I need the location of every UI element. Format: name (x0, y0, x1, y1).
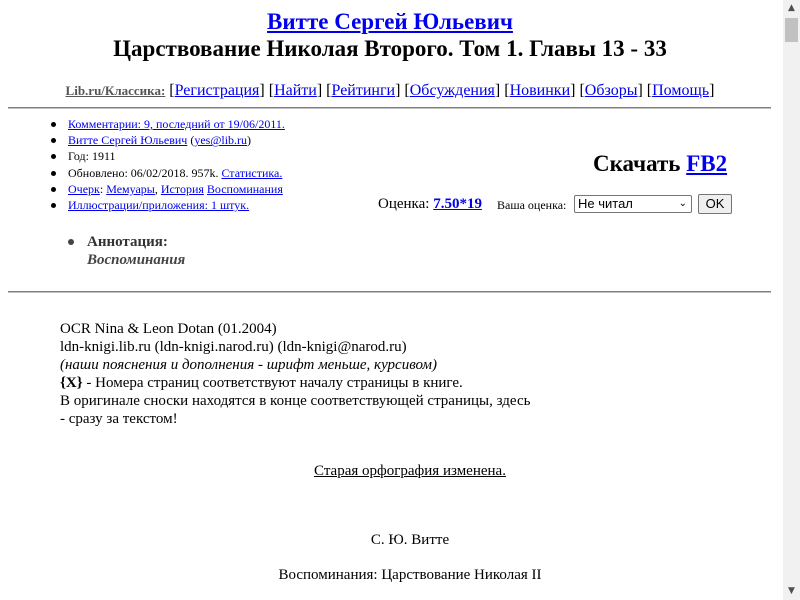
memoirs-heading: Воспоминания: Царствование Николая II (278, 567, 542, 583)
list-item-year: Год: 1911 (68, 148, 285, 164)
stats-link[interactable]: Статистика. (221, 165, 283, 180)
nav-reviews[interactable]: Обзоры (584, 82, 638, 99)
nav-search[interactable]: Найти (274, 82, 317, 99)
category-recollections-link[interactable]: Воспоминания (206, 181, 283, 196)
annotation (87, 233, 185, 269)
list-item-updated (68, 165, 285, 181)
download-label: Скачать (593, 151, 681, 176)
annotation-label: Аннотация: (87, 234, 168, 250)
ocr-credit: OCR Nina & Leon Dotan (01.2004) (60, 321, 277, 337)
category-history-link[interactable]: История (160, 181, 204, 196)
nav-help[interactable]: Помощь (652, 82, 710, 99)
author-heading (0, 8, 780, 36)
nav-ratings[interactable]: Рейтинги (331, 82, 396, 99)
pages-line (60, 374, 530, 392)
annotation-text: Воспоминания (87, 252, 186, 268)
list-item-author: Витте Сергей Юльевич (yes@lib.ru) (68, 132, 285, 148)
site-name (66, 83, 166, 98)
vertical-scrollbar[interactable] (783, 0, 800, 600)
ok-button[interactable]: OK (698, 194, 732, 214)
download-block (593, 150, 727, 178)
divider-bottom (8, 291, 771, 293)
download-fb2-link[interactable]: FB2 (686, 151, 728, 176)
nav-register[interactable]: Регистрация (174, 82, 260, 99)
author-info-link[interactable]: Витте Сергей Юльевич (68, 133, 188, 148)
orthography-text: Старая орфография изменена. (314, 463, 506, 479)
chevron-down-icon: ⌄ (678, 198, 687, 209)
rating-summary (378, 196, 482, 213)
updated-text: Обновлено: 06/02/2018. 957k. (68, 165, 219, 180)
author-link[interactable]: Витте Сергей Юльевич (267, 9, 513, 34)
divider-top (8, 107, 771, 109)
your-rating-label: Ваша оценка: (497, 198, 567, 212)
page-marker: {X} (60, 375, 83, 391)
pages-text: - Номера страниц соответствуют началу страницы в книге. (82, 375, 463, 391)
note-line: (наши пояснения и дополнения - шрифт меньше, курсивом) (60, 357, 437, 373)
email-link[interactable]: yes@lib.ru (194, 133, 248, 148)
book-info-list (68, 116, 285, 213)
orthography-note (0, 462, 780, 480)
comments-link[interactable]: Комментарии: 9, последний от 19/06/2011. (68, 117, 285, 131)
list-item-illustrations (68, 197, 285, 213)
top-navigation: Lib.ru/Классика: [Регистрация] [Найти] [Рейтинги] [Обсуждения] [Новинки] [Обзоры] [Помощь] (65, 82, 715, 99)
your-rating-selected: Не читал (578, 196, 633, 211)
nav-discussions[interactable]: Обсуждения (409, 82, 495, 99)
rating-value-link[interactable]: 7.50*19 (433, 196, 482, 212)
author-initials: С. Ю. Витте (370, 532, 450, 548)
genre-link[interactable]: Очерк (68, 181, 100, 196)
book-title: Царствование Николая Второго. Том 1. Главы 13 - 33 (113, 36, 667, 61)
source-line: ldn-knigi.lib.ru (ldn-knigi.narod.ru) (ldn-knigi@narod.ru) (60, 339, 407, 355)
scroll-up-icon[interactable]: ▲ (788, 3, 795, 13)
scrollbar-thumb[interactable] (785, 18, 798, 42)
scroll-down-icon[interactable]: ▼ (788, 586, 795, 596)
footnotes-line-2: - сразу за текстом! (60, 411, 178, 427)
list-item-comments (68, 116, 285, 132)
rating-label: Оценка: (378, 196, 430, 212)
book-text-intro (60, 320, 530, 428)
list-item-categories: Очерк: Мемуары, История Воспоминания (68, 181, 285, 197)
footnotes-line-1: В оригинале сноски находятся в конце соответствующей страницы, здесь (60, 393, 531, 409)
illustrations-link[interactable]: Иллюстрации/приложения: 1 штук. (68, 198, 250, 213)
nav-new[interactable]: Новинки (509, 82, 571, 99)
category-memoirs-link[interactable]: Мемуары (106, 181, 155, 196)
site-link[interactable]: Lib.ru/Классика: (65, 83, 166, 98)
your-rating-select[interactable] (574, 195, 692, 213)
